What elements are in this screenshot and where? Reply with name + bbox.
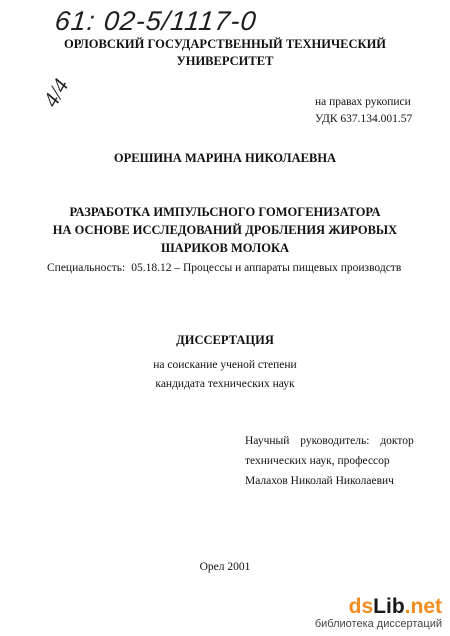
thesis-title-line3: ШАРИКОВ МОЛОКА bbox=[160, 241, 290, 255]
author-name: ОРЕШИНА МАРИНА НИКОЛАЕВНА bbox=[113, 151, 337, 165]
supervisor-line1: Научный руководитель: доктор bbox=[245, 435, 414, 447]
logo-ds: ds bbox=[348, 595, 374, 618]
logo-net: .net bbox=[404, 595, 442, 618]
supervisor-line2: технических наук, профессор bbox=[245, 455, 390, 467]
city-year: Орел 2001 bbox=[199, 561, 251, 573]
specialty-value: 05.18.12 – Процессы и аппараты пищевых производств bbox=[131, 262, 402, 274]
udk-code: УДК 637.134.001.57 bbox=[315, 113, 413, 125]
logo-lib: Lib bbox=[373, 595, 405, 618]
degree-line2: кандидата технических наук bbox=[155, 378, 295, 390]
thesis-title-line1: РАЗРАБОТКА ИМПУЛЬСНОГО ГОМОГЕНИЗАТОРА bbox=[69, 205, 381, 219]
dslib-watermark[interactable] bbox=[315, 596, 442, 630]
archive-stamp: 61: 02-5/1117-0 bbox=[53, 6, 259, 36]
dissertation-heading: ДИССЕРТАЦИЯ bbox=[176, 333, 274, 347]
specialty-line bbox=[47, 262, 401, 274]
university-name-line1: ОРЛОВСКИЙ ГОСУДАРСТВЕННЫЙ ТЕХНИЧЕСКИЙ bbox=[63, 37, 387, 51]
supervisor-name: Малахов Николай Николаевич bbox=[245, 475, 394, 487]
dslib-logo bbox=[315, 596, 442, 618]
thesis-title-line2: НА ОСНОВЕ ИССЛЕДОВАНИЙ ДРОБЛЕНИЯ ЖИРОВЫХ bbox=[52, 223, 398, 237]
handwritten-mark: 4/4 bbox=[37, 74, 74, 112]
university-name-line2: УНИВЕРСИТЕТ bbox=[176, 54, 274, 68]
specialty-label: Специальность: bbox=[47, 262, 126, 274]
manuscript-rights-label: на правах рукописи bbox=[315, 96, 411, 108]
degree-line1: на соискание ученой степени bbox=[153, 359, 297, 371]
watermark-subtitle: библиотека диссертаций bbox=[314, 618, 442, 630]
